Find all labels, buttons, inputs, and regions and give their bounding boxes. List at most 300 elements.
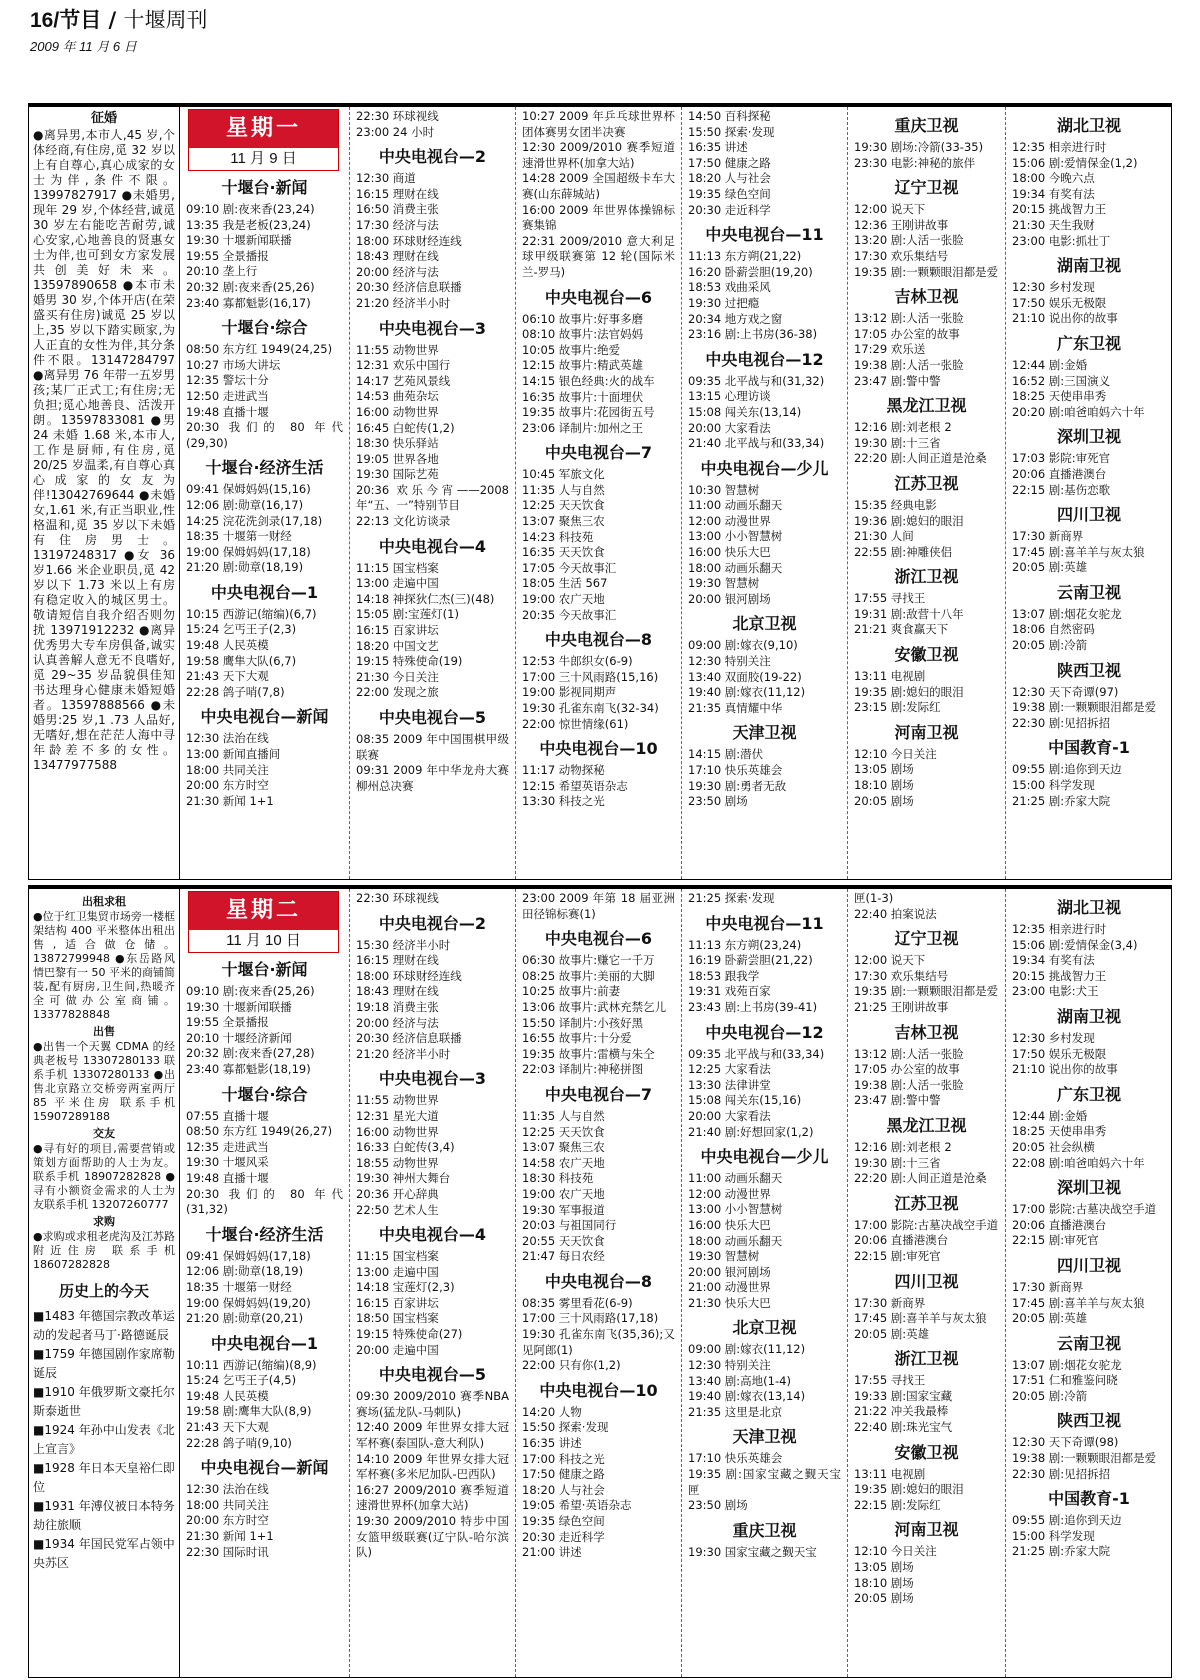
channel-list xyxy=(356,891,509,1561)
program-item: 20:05 剧:英雄 xyxy=(854,1326,930,1341)
program-item: 12:25 天天饮食 xyxy=(522,1124,605,1139)
program-item: 19:30 国际艺苑 xyxy=(356,467,439,482)
program-item: 17:05 办公室的故事 xyxy=(854,326,960,341)
program-item: 09:35 北平战与和(31,32) xyxy=(688,373,825,388)
schedule-column-4 xyxy=(682,889,848,1677)
program-item: 12:25 天天饮食 xyxy=(522,498,605,513)
channel-name: 中央电视台—4 xyxy=(378,536,487,556)
channel-name: 黑龙江卫视 xyxy=(886,396,967,416)
program-item: 18:53 跟我学 xyxy=(688,968,760,983)
program-item: 18:20 人与社会 xyxy=(522,1482,605,1497)
history-item: ■1931 年溥仪被日本特务劫往旅顺 xyxy=(33,1499,175,1532)
history-item: ■1924 年孙中山发表《北上宣言》 xyxy=(33,1423,175,1456)
program-item: 18:20 中国文艺 xyxy=(356,638,439,653)
program-item: 10:45 军旅文化 xyxy=(522,467,605,482)
program-item: 14:15 银色经典:火的战车 xyxy=(522,373,655,388)
program-item: 12:06 剧:勋章(18,19) xyxy=(186,1264,304,1279)
program-item: 23:06 译制片:加州之王 xyxy=(522,420,644,435)
program-item: 19:30 2009/2010 特步中国女篮甲级联赛(辽宁队-哈尔滨队) xyxy=(356,1514,509,1560)
program-item: 20:34 地方戏之窗 xyxy=(688,311,783,326)
program-item: 20:10 垄上行 xyxy=(186,264,258,279)
program-item: 12:00 说天下 xyxy=(854,953,926,968)
program-item: 17:55 寻找王 xyxy=(854,591,926,606)
program-item: 12:35 警坛十分 xyxy=(186,373,269,388)
program-item: 18:10 剧场 xyxy=(854,778,914,793)
program-item: 13:15 心理访谈 xyxy=(688,389,771,404)
program-item: 17:30 新商界 xyxy=(854,1295,926,1310)
program-item: 21:20 经济半小时 xyxy=(356,295,451,310)
channel-name: 十堰台·新闻 xyxy=(221,178,308,197)
program-item: 19:58 鹰隼大队(6,7) xyxy=(186,653,297,668)
channel-name: 中央电视台—11 xyxy=(705,913,824,933)
program-item: 23:50 剧场 xyxy=(688,1498,748,1513)
program-item: 20:06 直播港澳台 xyxy=(854,1233,949,1248)
history-item: ■1483 年德国宗教改革运动的发起者马丁·路德诞辰 xyxy=(33,1309,175,1342)
channel-name: 陕西卫视 xyxy=(1056,1411,1121,1431)
wanted-text: ●求购或求租老虎沟及江苏路附近住房 联系手机 18607282828 xyxy=(33,1230,175,1271)
program-item: 18:30 科技苑 xyxy=(522,1171,594,1186)
program-item: 15:00 科学发现 xyxy=(1012,778,1095,793)
program-item: 15:08 闯关东(15,16) xyxy=(688,1093,802,1108)
program-item: 22:28 鸽子哨(9,10) xyxy=(186,1435,292,1450)
program-item: 16:27 2009/2010 赛季短道速滑世界杯(加拿大站) xyxy=(356,1482,509,1513)
program-item: 22:15 剧:发际红 xyxy=(854,1497,941,1512)
program-item: 19:35 剧:媳妇的眼泪 xyxy=(854,684,964,699)
program-item: 16:00 动物世界 xyxy=(356,1124,439,1139)
channel-name: 浙江卫视 xyxy=(894,567,959,587)
program-item: 18:35 十堰第一财经 xyxy=(186,529,292,544)
program-item: 20:05 剧场 xyxy=(854,1591,914,1606)
program-item: 22:20 剧:人间正道是沧桑 xyxy=(854,1171,987,1186)
program-item: 19:30 剧:勇者无敌 xyxy=(688,778,787,793)
program-item: 16:35 讲述 xyxy=(688,140,748,155)
channel-name: 中央电视台—8 xyxy=(544,630,653,650)
program-item: 13:00 小小智慧树 xyxy=(688,1202,783,1217)
channel-name: 湖北卫视 xyxy=(1056,898,1121,917)
program-item: 19:30 孔雀东南飞(35,36);又见阿郎(1) xyxy=(522,1327,675,1357)
program-item: 19:00 保姆妈妈(17,18) xyxy=(186,544,311,559)
program-item: 23:40 寡都魁影(16,17) xyxy=(186,295,311,310)
channel-name: 云南卫视 xyxy=(1056,1333,1121,1353)
program-item: 08:35 雾里看花(6-9) xyxy=(522,1295,633,1310)
program-item: 20:05 社会纵横 xyxy=(1012,1139,1095,1154)
program-item: 17:00 三十风雨路(15,16) xyxy=(522,669,659,684)
program-item: 17:00 三十风雨路(17,18) xyxy=(522,1311,659,1326)
channel-name: 中央电视台—11 xyxy=(705,225,824,245)
program-item: 17:50 健康之路 xyxy=(522,1467,605,1482)
program-item: 19:35 故事片:花园街五号 xyxy=(522,405,655,420)
program-item: 19:00 农广天地 xyxy=(522,592,605,607)
program-item: 11:35 人与自然 xyxy=(522,1108,605,1123)
channel-name: 辽宁卫视 xyxy=(894,929,959,949)
program-item: 18:43 理财在线 xyxy=(356,249,439,264)
program-item: 12:31 星光大道 xyxy=(356,1108,439,1123)
program-item: 13:40 剧:高地(1-4) xyxy=(688,1373,791,1388)
history-item: ■1934 年国民党军占领中央苏区 xyxy=(33,1537,175,1570)
channel-name: 中央电视台—8 xyxy=(544,1271,653,1291)
program-item: 11:55 动物世界 xyxy=(356,1093,439,1108)
program-item: 19:34 有奖有法 xyxy=(1012,953,1095,968)
program-item: 17:45 剧:喜羊羊与灰太狼 xyxy=(1012,1295,1145,1310)
program-item: 22:08 剧:咱爸咱妈六十年 xyxy=(1012,1155,1145,1170)
program-item: 20:00 经济与法 xyxy=(356,264,439,279)
channel-list xyxy=(1012,898,1166,1560)
program-item: 18:00 动画乐翻天 xyxy=(688,560,783,575)
personals-sidebar xyxy=(29,107,180,879)
program-item: 21:21 爽食赢天下 xyxy=(854,622,949,637)
program-item: 20:32 剧:夜来香(25,26) xyxy=(186,279,315,294)
channel-name: 湖南卫视 xyxy=(1056,256,1121,276)
program-item: 16:15 百家讲坛 xyxy=(356,623,439,638)
channel-name: 十堰台·新闻 xyxy=(221,960,308,979)
program-item: 16:45 白蛇传(1,2) xyxy=(356,420,455,435)
program-item: 19:30 智慧树 xyxy=(688,1249,760,1264)
program-item: 20:00 银河剧场 xyxy=(688,591,771,606)
program-item: 14:15 剧:潜伏 xyxy=(688,747,764,762)
program-item: 12:25 大家看法 xyxy=(688,1062,771,1077)
channel-name: 安徽卫视 xyxy=(894,645,959,665)
program-item: 18:55 动物世界 xyxy=(356,1155,439,1170)
channel-name: 中国教育-1 xyxy=(1048,738,1130,758)
program-item: 17:00 科技之光 xyxy=(522,1451,605,1466)
program-item: 10:27 2009 年乒乓球世界杯团体赛男女团半决赛 xyxy=(522,109,675,139)
program-item: 10:15 西游记(缩编)(6,7) xyxy=(186,606,317,621)
channel-name: 中央电视台—12 xyxy=(705,349,824,369)
program-item: 20:06 直播港澳台 xyxy=(1012,1217,1107,1232)
channel-name: 中央电视台—少儿 xyxy=(700,1147,829,1167)
program-item: 19:48 直播十堰 xyxy=(186,1170,269,1185)
program-item: 16:00 快乐大巴 xyxy=(688,1217,771,1232)
program-item: 14:28 2009 全国超级卡车大赛(山东薛城站) xyxy=(522,171,675,201)
program-item: 23:15 剧:发际红 xyxy=(854,700,941,715)
program-item: 16:35 讲述 xyxy=(522,1436,582,1451)
program-item: 20:20 剧:咱爸咱妈六十年 xyxy=(1012,404,1145,419)
schedule-columns xyxy=(180,107,1171,879)
program-item: 20:05 剧:冷箭 xyxy=(1012,1388,1088,1403)
program-item: 12:30 特别关注 xyxy=(688,1358,771,1373)
program-item: 08:25 故事片:美丽的大脚 xyxy=(522,968,655,983)
channel-name: 安徽卫视 xyxy=(894,1442,959,1462)
schedule-column-5 xyxy=(848,889,1006,1677)
program-item: 19:18 消费主张 xyxy=(356,999,439,1014)
channel-list xyxy=(522,891,675,1561)
program-item: 20:36 欢乐今宵——2008 年“五、一”特别节目 xyxy=(356,482,509,513)
program-item: 19:30 孔雀东南飞(32-34) xyxy=(522,701,659,715)
program-item: 15:00 科学发现 xyxy=(1012,1528,1095,1543)
program-item: 21:40 北平战与和(33,34) xyxy=(688,436,825,451)
program-item: 12:16 剧:刘老根 2 xyxy=(854,1139,952,1154)
channel-name: 中国教育-1 xyxy=(1048,1489,1130,1509)
program-item: 14:58 农广天地 xyxy=(522,1155,605,1170)
program-item: 20:30 我们的 80 年代(29,30) xyxy=(186,420,343,450)
program-item: 08:50 东方红 1949(24,25) xyxy=(186,342,333,357)
day-date: 11 月 10 日 xyxy=(226,932,301,949)
program-item: 12:10 今日关注 xyxy=(854,746,937,761)
program-item: 19:33 剧:国家宝藏 xyxy=(854,1388,953,1403)
channel-name: 广东卫视 xyxy=(1056,333,1121,353)
program-item: 08:50 东方红 1949(26,27) xyxy=(186,1124,333,1139)
monday-block xyxy=(28,103,1172,880)
channel-name: 十堰台·综合 xyxy=(221,318,308,338)
channel-name: 中央电视台—10 xyxy=(539,1380,658,1400)
program-item: 19:30 神州大舞台 xyxy=(356,1171,451,1186)
channel-list xyxy=(1012,116,1166,809)
channel-name: 四川卫视 xyxy=(1056,505,1121,525)
program-item: 19:36 剧:媳妇的眼泪 xyxy=(854,513,964,528)
channel-name: 黑龙江卫视 xyxy=(886,1115,967,1135)
program-item: 10:27 市场大讲坛 xyxy=(186,357,281,372)
channel-list xyxy=(356,109,509,794)
program-item: 19:15 特殊使命(27) xyxy=(356,1327,463,1342)
program-item: 19:30 剧场:冷箭(33-35) xyxy=(854,140,984,154)
channel-name: 中央电视台—7 xyxy=(544,1084,653,1104)
program-item: 14:18 神探狄仁杰(三)(48) xyxy=(356,591,495,606)
program-item: 19:58 剧:鹰隼大队(8,9) xyxy=(186,1404,312,1419)
program-item: 20:15 挑战智力王 xyxy=(1012,202,1107,217)
program-item: 20:00 经济与法 xyxy=(356,1015,439,1030)
program-item: 13:00 走遍中国 xyxy=(356,1264,439,1279)
program-item: 17:50 娱乐无极限 xyxy=(1012,295,1107,310)
schedule-column-1 xyxy=(180,107,350,879)
channel-name: 中央电视台—6 xyxy=(544,287,653,307)
program-item: 19:35 剧:国家宝藏之觐天宝匣 xyxy=(688,1467,841,1497)
program-item: 16:55 故事片:十分爱 xyxy=(522,1031,632,1046)
program-item: 23:16 剧:上书房(36-38) xyxy=(688,327,818,342)
program-item: 21:35 真情耀中华 xyxy=(688,700,783,715)
program-item: 15:06 剧:爱情保金(3,4) xyxy=(1012,937,1138,952)
program-item: 23:50 剧场 xyxy=(688,794,748,809)
program-item: 16:15 理财在线 xyxy=(356,953,439,968)
program-item: 20:30 我们的 80 年代(31,32) xyxy=(186,1186,343,1217)
program-item: 14:25 浣花洗剑录(17,18) xyxy=(186,513,323,528)
program-item: 23:43 剧:上书房(39-41) xyxy=(688,999,818,1014)
program-item: 12:00 说天下 xyxy=(854,202,926,217)
program-item: 18:05 生活 567 xyxy=(522,576,608,591)
program-item: 21:30 新闻 1+1 xyxy=(186,793,274,808)
program-item: 20:55 天天饮食 xyxy=(522,1233,605,1248)
program-item: 20:05 剧:冷箭 xyxy=(1012,638,1088,653)
issue-date: 2009 年 11 月 6 日 xyxy=(30,39,137,54)
channel-name: 北京卫视 xyxy=(732,614,797,634)
program-item: 19:40 剧:嫁衣(13,14) xyxy=(688,1389,806,1404)
program-item: 19:38 剧:一颗颗眼泪都是爱 xyxy=(1012,700,1157,715)
classifieds-sidebar xyxy=(29,889,180,1677)
program-item: 19:35 绿色空间 xyxy=(522,1514,605,1528)
program-item: 13:07 聚焦三农 xyxy=(522,1140,605,1155)
program-item: 23:00 2009 年第 18 届亚洲田径锦标赛(1) xyxy=(522,891,675,921)
program-item: 22:15 剧:基伤恋歌 xyxy=(1012,482,1111,497)
personals-title: 征婚 xyxy=(90,111,117,126)
program-item: 19:38 剧:一颗颗眼泪都是爱 xyxy=(1012,1451,1157,1466)
program-item: 12:15 希望英语杂志 xyxy=(522,778,628,793)
channel-name: 中央电视台—少儿 xyxy=(700,458,829,478)
program-item: 20:05 剧:英雄 xyxy=(1012,560,1088,575)
program-item: 20:00 银河剧场 xyxy=(688,1264,771,1279)
program-item: 22:55 剧:神雕侠侣 xyxy=(854,544,953,559)
friends-text: ●寻有好的项目,需要营销或策划方面帮助的人士为友。联系手机 18907282828 ●寻有小额资金需求的人士为友联系手机 13207260777 xyxy=(33,1142,175,1211)
history-item: ■1928 年日本天皇裕仁即位 xyxy=(33,1461,175,1494)
program-item: 18:20 人与社会 xyxy=(688,171,771,186)
program-item: 17:50 娱乐无极限 xyxy=(1012,1046,1107,1061)
history-list xyxy=(33,1307,175,1573)
program-item: 22:15 剧:审死官 xyxy=(1012,1233,1099,1248)
schedule-column-2 xyxy=(350,107,516,879)
program-item: 21:25 王刚讲故事 xyxy=(854,999,949,1014)
tuesday-block xyxy=(28,885,1172,1678)
program-item: 20:30 走近科学 xyxy=(522,1529,605,1544)
program-item: 20:05 剧场 xyxy=(854,793,914,808)
program-item: 12:16 剧:刘老根 2 xyxy=(854,420,952,435)
channel-name: 湖南卫视 xyxy=(1056,1006,1121,1026)
program-item: 12:30 商道 xyxy=(356,171,416,186)
program-item: 22:00 只有你(1,2) xyxy=(522,1358,621,1373)
program-item: 20:00 东方时空 xyxy=(186,778,269,793)
program-item: 10:11 西游记(缩编)(8,9) xyxy=(186,1357,317,1372)
program-item: 11:35 人与自然 xyxy=(522,482,605,497)
program-item: 12:35 相亲进行时 xyxy=(1012,922,1107,936)
program-item: 13:30 科技之光 xyxy=(522,794,605,809)
program-item: 11:17 动物探秘 xyxy=(522,763,605,778)
program-item: 20:00 走遍中国 xyxy=(356,1342,439,1357)
sale-text: ●出售一个天翼 CDMA 的经典老板号 13307280133 联系手机 13307280133 ●出售北京路立交桥旁两室两厅 85 平米住房 联系手机 15907289188 xyxy=(33,1040,175,1123)
program-item: 17:30 欢乐集结号 xyxy=(854,968,949,983)
program-item: 15:06 剧:爱情保金(1,2) xyxy=(1012,155,1138,170)
channel-name: 天津卫视 xyxy=(732,1427,797,1447)
program-item: 13:00 新闻直播间 xyxy=(186,747,281,762)
program-item: 11:13 东方朔(23,24) xyxy=(688,937,802,952)
channel-name: 中央电视台—5 xyxy=(378,1365,487,1385)
program-item: 20:32 剧:夜来香(27,28) xyxy=(186,1046,315,1061)
program-item: 12:30 天下奇谭(97) xyxy=(1012,684,1119,699)
program-item: 11:00 动画乐翻天 xyxy=(688,498,783,513)
program-item: 17:30 新商界 xyxy=(1012,1279,1084,1294)
program-item: 17:29 欢乐送 xyxy=(854,342,926,357)
rent-text: ●位于红卫集贸市场旁一楼框架结构 400 平米整体出租出售,适合做仓储。13872799948 ●东岳路风情巴黎有一 50 平米的商铺简装,配有厨房,卫生间,热暖齐全可做办公室商铺。13377828848 xyxy=(33,910,175,1021)
program-item: 18:53 戏曲采风 xyxy=(688,280,771,295)
program-item: 12:00 动漫世界 xyxy=(688,1186,771,1201)
program-item: 09:10 剧:夜来香(25,26) xyxy=(186,984,315,998)
channel-name: 中央电视台—2 xyxy=(378,913,487,933)
program-item: 21:00 讲述 xyxy=(522,1545,582,1560)
program-item: 07:55 直播十堰 xyxy=(186,1108,269,1123)
channel-name: 中央电视台—新闻 xyxy=(200,707,329,727)
channel-name: 中央电视台—7 xyxy=(544,443,653,463)
program-item: 15:30 经济半小时 xyxy=(356,937,451,952)
channel-name: 中央电视台—12 xyxy=(705,1022,824,1042)
schedule-column-3 xyxy=(516,889,682,1677)
program-item: 12:15 故事片:精武英雄 xyxy=(522,358,644,373)
program-item: 21:30 今日关注 xyxy=(356,669,439,684)
program-item: 13:40 双面胶(19-22) xyxy=(688,669,802,684)
program-item: 21:25 探索·发现 xyxy=(688,891,775,905)
program-item: 18:00 动画乐翻天 xyxy=(688,1233,783,1248)
program-item: 21:25 剧:乔家大院 xyxy=(1012,793,1111,808)
program-item: 09:00 剧:嫁衣(9,10) xyxy=(688,638,798,653)
program-item: 20:03 与祖国同行 xyxy=(522,1218,617,1233)
program-item: 11:55 动物世界 xyxy=(356,342,439,357)
channel-list xyxy=(688,109,841,810)
channel-name: 河南卫视 xyxy=(894,722,959,742)
program-item: 19:48 直播十堰 xyxy=(186,404,269,419)
program-item: 18:00 今晚六点 xyxy=(1012,171,1095,186)
program-item: 10:30 智慧树 xyxy=(688,482,760,497)
program-item: 06:10 故事片:好事多磨 xyxy=(522,311,644,326)
program-item: 13:07 剧:烟花女驼龙 xyxy=(1012,1357,1122,1372)
wanted-title: 求购 xyxy=(93,1215,115,1228)
program-item: 12:30 2009/2010 赛季短道速滑世界杯(加拿大站) xyxy=(522,140,675,170)
program-item: 12:30 法治在线 xyxy=(186,731,269,746)
program-item: 20:06 直播港澳台 xyxy=(1012,466,1107,481)
program-item: 20:10 十堰经济新闻 xyxy=(186,1030,292,1045)
program-item: 20:35 今天故事汇 xyxy=(522,607,617,622)
program-item: 21:30 新闻 1+1 xyxy=(186,1529,274,1544)
channel-list xyxy=(186,178,343,809)
program-item: 21:30 天生我财 xyxy=(1012,217,1095,232)
program-item: 18:06 自然密码 xyxy=(1012,622,1095,637)
program-item: 21:10 说出你的故事 xyxy=(1012,1062,1118,1077)
program-item: 18:25 天使串串秀 xyxy=(1012,389,1107,404)
program-item: 21:20 经济半小时 xyxy=(356,1046,451,1061)
program-item: 13:07 聚焦三农 xyxy=(522,514,605,529)
channel-list xyxy=(186,960,343,1560)
program-item: 19:00 影视同期声 xyxy=(522,685,617,700)
schedule-column-6 xyxy=(1006,107,1172,879)
program-item: 12:44 剧:金婚 xyxy=(1012,357,1088,372)
program-item: 22:40 拍案说法 xyxy=(854,906,937,921)
page-number: 16/ xyxy=(30,9,60,32)
program-item: 23:30 电影:神秘的旅伴 xyxy=(854,155,976,170)
channel-name: 中央电视台—新闻 xyxy=(200,1458,329,1478)
program-item: 17:30 新商界 xyxy=(1012,529,1084,544)
program-item: 17:45 剧:喜羊羊与灰太狼 xyxy=(1012,544,1145,559)
program-item: 14:20 人物 xyxy=(522,1404,582,1419)
channel-name: 浙江卫视 xyxy=(894,1349,959,1369)
day-name: 星期二 xyxy=(189,892,338,930)
channel-name: 重庆卫视 xyxy=(732,1520,797,1540)
program-item: 16:15 百家讲坛 xyxy=(356,1295,439,1310)
program-item: 17:10 快乐英雄会 xyxy=(688,1451,783,1466)
program-item: 14:50 百科探秘 xyxy=(688,109,771,123)
program-item: 19:30 国家宝藏之觐天宝 xyxy=(688,1544,817,1559)
program-item: 19:35 剧:一颗颗眼泪都是爱 xyxy=(854,264,999,279)
section-title: 节目 xyxy=(59,8,102,32)
program-item: 匣(1-3) xyxy=(854,891,894,905)
program-item: 22:15 剧:审死官 xyxy=(854,1248,941,1263)
program-item: 12:30 乡村发现 xyxy=(1012,1030,1095,1045)
rent-title: 出租求租 xyxy=(82,895,126,908)
program-item: 19:30 剧:十三省 xyxy=(854,1155,941,1170)
program-item: 15:24 乞丐王子(4,5) xyxy=(186,1373,297,1388)
masthead-separator: / xyxy=(101,8,124,32)
schedule-column-5 xyxy=(848,107,1006,879)
day-date: 11 月 9 日 xyxy=(230,150,297,167)
program-item: 21:22 冲关我最棒 xyxy=(854,1404,949,1419)
program-item: 12:30 特别关注 xyxy=(688,654,771,669)
program-item: 12:40 2009 年世界女排大冠军杯赛(泰国队-意大利队) xyxy=(356,1420,509,1451)
schedule-column-6 xyxy=(1006,889,1172,1677)
program-item: 19:15 特殊使命(19) xyxy=(356,654,463,669)
program-item: 09:41 保姆妈妈(15,16) xyxy=(186,482,311,497)
program-item: 19:35 剧:一颗颗眼泪都是爱 xyxy=(854,984,999,999)
program-item: 18:50 国宝档案 xyxy=(356,1311,439,1326)
day-name: 星期一 xyxy=(189,110,338,148)
program-item: 17:30 欢乐集结号 xyxy=(854,248,949,263)
program-item: 11:00 动画乐翻天 xyxy=(688,1171,783,1186)
program-item: 17:45 剧:喜羊羊与灰太狼 xyxy=(854,1311,987,1326)
program-item: 21:40 剧:好想回家(1,2) xyxy=(688,1124,814,1139)
program-item: 12:50 走进武当 xyxy=(186,388,269,403)
program-item: 16:52 剧:三国演义 xyxy=(1012,373,1111,388)
